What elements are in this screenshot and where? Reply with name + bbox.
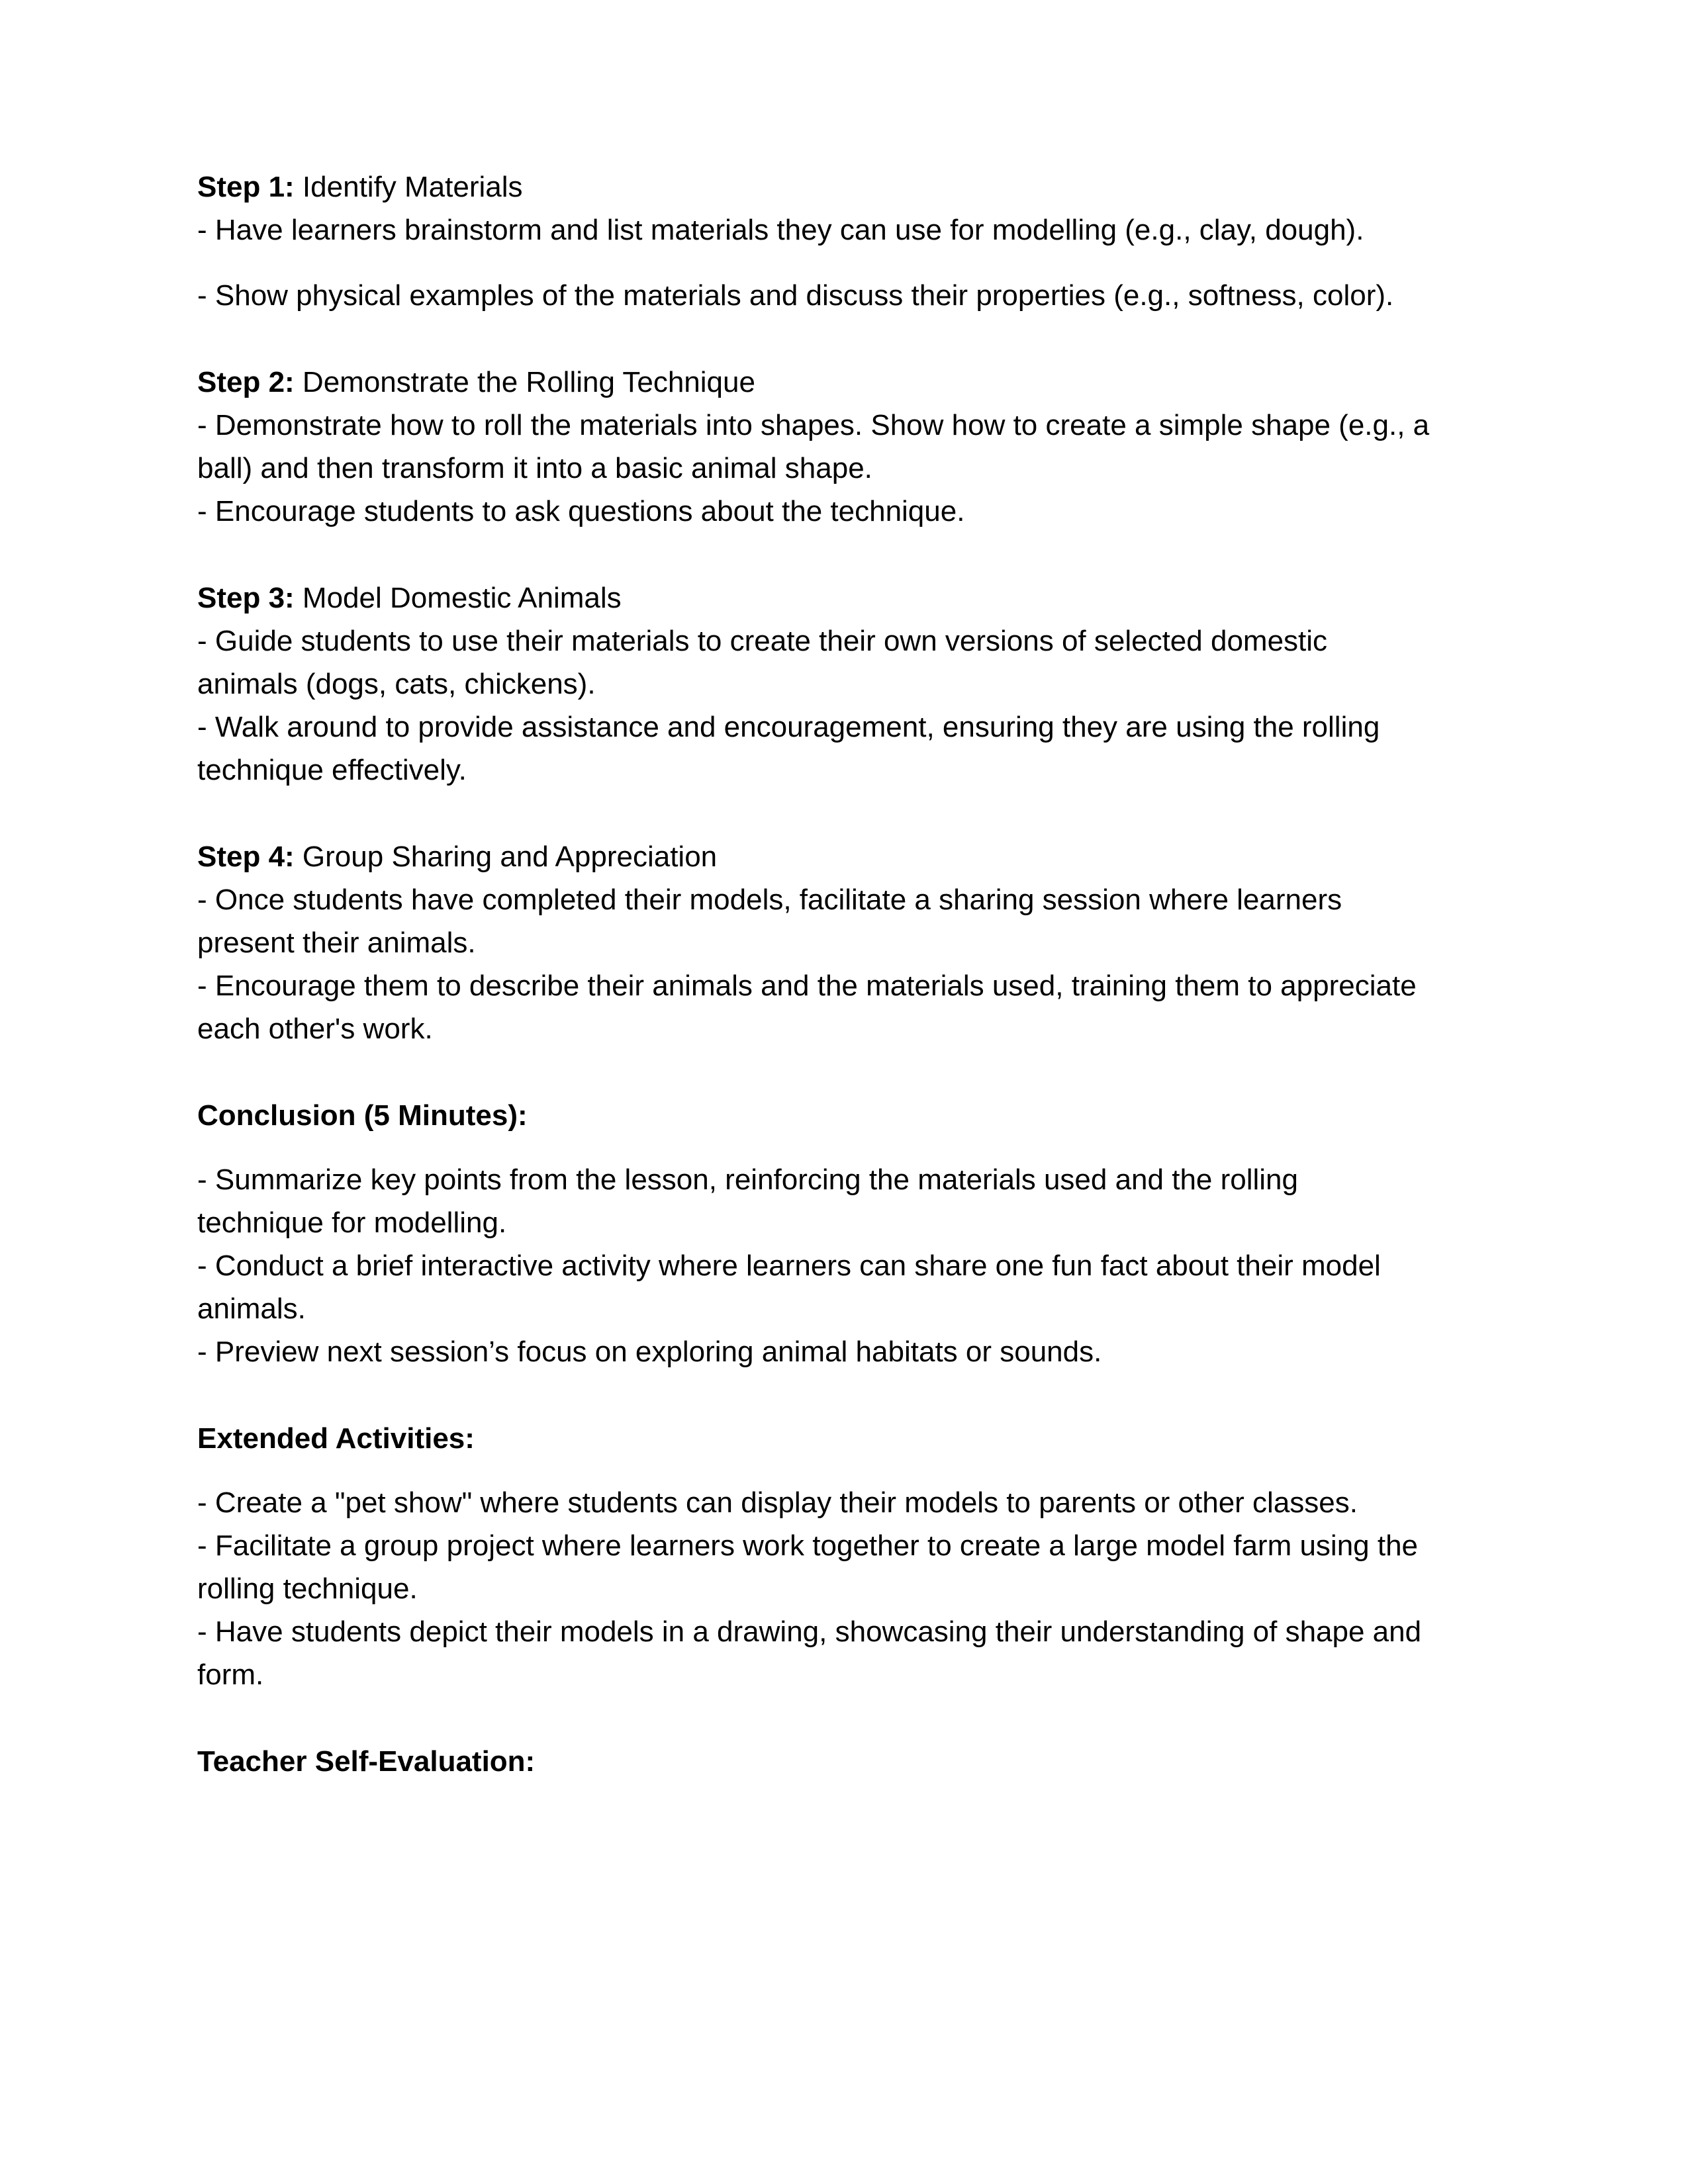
conclusion-line: animals. — [197, 1293, 306, 1325]
step3-title: Model Domestic Animals — [294, 582, 622, 614]
conclusion-heading: Conclusion (5 Minutes): — [197, 1099, 528, 1132]
step1-title: Identify Materials — [294, 171, 523, 203]
extended-line: - Create a "pet show" where students can display their models to parents or other classes. — [197, 1486, 1358, 1519]
step2-line: - Encourage students to ask questions about the technique. — [197, 495, 965, 527]
step4-label: Step 4: — [197, 841, 295, 873]
step3-line: - Guide students to use their materials to create their own versions of selected domestic — [197, 625, 1328, 657]
extended-line: form. — [197, 1659, 264, 1691]
step4-line: each other's work. — [197, 1013, 433, 1045]
step2-line: ball) and then transform it into a basic animal shape. — [197, 452, 872, 484]
step4-title: Group Sharing and Appreciation — [294, 841, 718, 873]
step2-label: Step 2: — [197, 366, 295, 398]
extended-line: - Have students depict their models in a drawing, showcasing their understanding of shape and — [197, 1615, 1422, 1648]
extended-heading: Extended Activities: — [197, 1422, 475, 1455]
step3-line: - Walk around to provide assistance and encouragement, ensuring they are using the rolling — [197, 711, 1380, 743]
conclusion-line: - Summarize key points from the lesson, reinforcing the materials used and the rolling — [197, 1163, 1298, 1196]
conclusion-line: - Preview next session’s focus on exploring animal habitats or sounds. — [197, 1336, 1102, 1368]
step2-line: - Demonstrate how to roll the materials into shapes. Show how to create a simple shape (e.g., a — [197, 409, 1430, 441]
step2-title: Demonstrate the Rolling Technique — [294, 366, 755, 398]
conclusion-line: technique for modelling. — [197, 1206, 507, 1239]
step1-line: - Show physical examples of the materials and discuss their properties (e.g., softness, color). — [197, 279, 1394, 312]
extended-line: - Facilitate a group project where learners work together to create a large model farm using the — [197, 1529, 1419, 1562]
conclusion-line: - Conduct a brief interactive activity where learners can share one fun fact about their model — [197, 1250, 1381, 1282]
step4-line: present their animals. — [197, 927, 476, 959]
document-body — [197, 165, 1495, 1783]
step4-heading — [197, 835, 1495, 878]
step3-line: animals (dogs, cats, chickens). — [197, 668, 596, 700]
step1-heading — [197, 165, 1495, 208]
step4-line: - Once students have completed their models, facilitate a sharing session where learners — [197, 884, 1342, 916]
step3-heading — [197, 576, 1495, 619]
step3-line: technique effectively. — [197, 754, 467, 786]
step1-label: Step 1: — [197, 171, 295, 203]
evaluation-heading: Teacher Self-Evaluation: — [197, 1745, 536, 1778]
extended-line: rolling technique. — [197, 1572, 418, 1605]
step2-heading — [197, 361, 1495, 404]
step3-label: Step 3: — [197, 582, 295, 614]
step4-line: - Encourage them to describe their animals and the materials used, training them to appreciate — [197, 970, 1417, 1002]
step1-line: - Have learners brainstorm and list materials they can use for modelling (e.g., clay, dough). — [197, 214, 1364, 246]
